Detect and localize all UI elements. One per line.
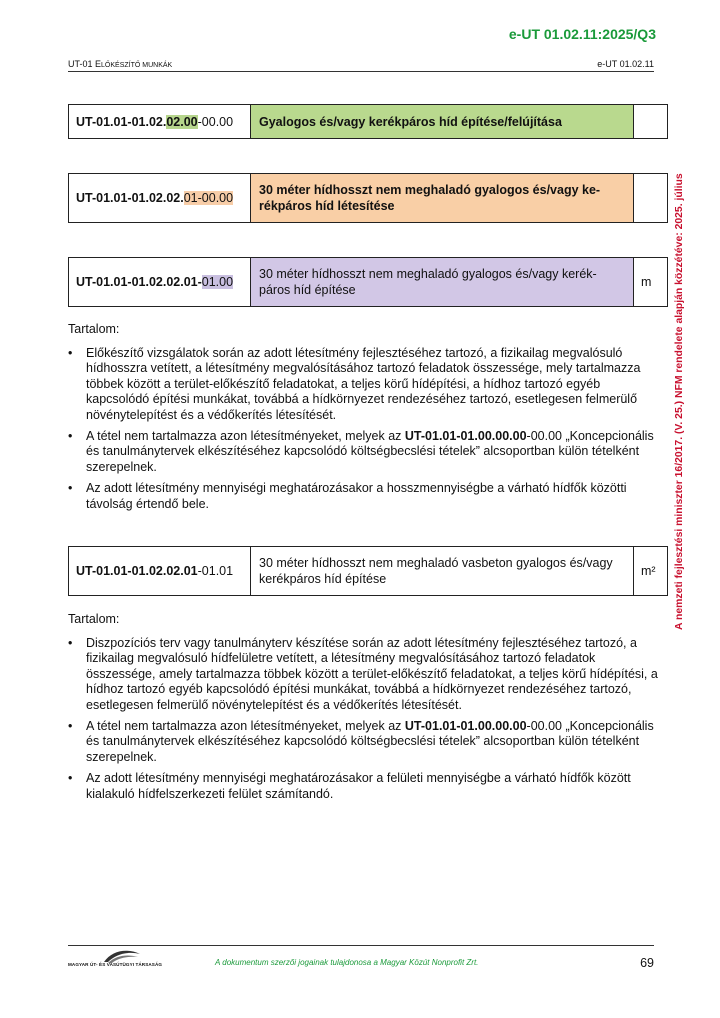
item-text: „Koncepcionális és tanulmánytervek elkészítéséhez kapcsolódó költségbecslési tételek” alcsoportban külön tételként szerepelnek. bbox=[86, 719, 654, 764]
item-unit bbox=[634, 105, 667, 138]
list-item bbox=[68, 429, 658, 475]
code-highlight: 01-00.00 bbox=[183, 191, 234, 205]
item-title: 30 méter hídhosszt nem meghaladó vasbeton gyalogos és/vagy kerékpáros híd építése bbox=[251, 547, 634, 595]
running-header bbox=[68, 58, 654, 72]
code-highlight: 02.00 bbox=[166, 114, 198, 129]
item-row-1 bbox=[68, 104, 668, 139]
item-title: 30 méter hídhosszt nem meghaladó gyalogos és/vagy ke-rékpáros híd létesítése bbox=[251, 174, 634, 222]
code-prefix: UT-01.01-01.02.02.01- bbox=[76, 275, 202, 289]
item-code-ref-tail: -00.00 bbox=[526, 429, 562, 444]
footer-divider bbox=[68, 945, 654, 946]
header-doc-code: e-UT 01.02.11 bbox=[597, 59, 654, 69]
item-unit: m² bbox=[641, 564, 656, 578]
list-item: • Előkészítő vizsgálatok során az adott létesítmény fejlesztéséhez tartozó, a fizikailag megvalósuló hídhosszra vetített, a létesítmény megvalósításához tartozó feladatok összessége, mely tartalmazza többek között a terület-előkészítő feladatokat, a teljes körű hídépítési, a hídhoz tartozó egyéb kapcsolódó építési munkákat, továbbá a hídkörnyezet rendezéséhez tartozó, esetlegesen felmerülő növénytelepítést és a védőkerítés létesítését. bbox=[68, 346, 658, 423]
item-unit bbox=[634, 174, 667, 222]
header-chapter-smallcaps: LŐKÉSZÍTŐ MUNKÁK bbox=[101, 62, 173, 69]
item-code bbox=[69, 258, 251, 306]
side-publication-note: A nemzeti fejlesztési miniszter 16/2017. (V. 25.) NFM rendelete alapján közzétéve: 2025. július bbox=[674, 173, 685, 630]
item-code-ref-tail: -00.00 bbox=[526, 719, 562, 734]
item-code bbox=[69, 174, 251, 222]
item-unit: m bbox=[641, 275, 652, 289]
header-chapter bbox=[68, 59, 172, 69]
page-number: 69 bbox=[640, 956, 654, 970]
content-list-1 bbox=[68, 346, 658, 518]
code-prefix: UT-01.01-01.02.02. bbox=[76, 191, 184, 205]
item-row-2 bbox=[68, 173, 668, 223]
code-suffix: -00.00 bbox=[197, 114, 234, 129]
list-item: • Az adott létesítmény mennyiségi meghatározásakor a hosszmennyiségbe a várható hídfők közötti távolság értendő bele. bbox=[68, 481, 658, 512]
item-text: „Koncepcionális és tanulmánytervek elkészítéséhez kapcsolódó költségbecslési tételek” alcsoportban külön tételként szerepelnek. bbox=[86, 429, 654, 474]
list-item: • Az adott létesítmény mennyiségi meghatározásakor a felületi mennyiségbe a várható hídfők között kialakuló hídfelszerkezeti felület számítandó. bbox=[68, 771, 658, 802]
copyright-notice: A dokumentum szerzői jogainak tulajdonosa a Magyar Közút Nonprofit Zrt. bbox=[215, 958, 479, 967]
code-prefix: UT-01.01-01.02.02.01 bbox=[76, 564, 198, 578]
code-prefix: UT-01.01-01.02. bbox=[76, 114, 167, 129]
list-item bbox=[68, 719, 658, 765]
document-code: e-UT 01.02.11:2025/Q3 bbox=[508, 26, 656, 42]
code-suffix: -01.01 bbox=[197, 564, 234, 578]
header-chapter-prefix: UT-01 E bbox=[68, 59, 102, 69]
item-row-4 bbox=[68, 546, 668, 596]
item-title: 30 méter hídhosszt nem meghaladó gyalogos és/vagy kerék-páros híd építése bbox=[251, 258, 634, 306]
list-item: • Diszpozíciós terv vagy tanulmányterv készítése során az adott létesítmény fejlesztéséhez tartozó, a fizikailag megvalósuló hídfelületre vetített, a létesítmény megvalósításához tartozó feladatok összessége, amely tartalmazza többek között a terület-előkészítő feladatokat, a teljes körű hídépítési, a hídhoz tartozó egyéb kapcsolódó építési munkákat, továbbá a hídkörnyezet rendezéséhez tartozó, esetlegesen felmerülő növénytelepítést és a védőkerítés létesítését. bbox=[68, 636, 658, 713]
logo-text: MAGYAR ÚT- ÉS VASÚTÜGYI TÁRSASÁG bbox=[68, 962, 163, 967]
section-label: Tartalom: bbox=[68, 612, 120, 626]
section-label: Tartalom: bbox=[68, 322, 120, 336]
item-text: A tétel nem tartalmazza azon létesítményeket, melyek az bbox=[86, 719, 405, 734]
code-highlight: 01.00 bbox=[201, 275, 234, 289]
organization-logo bbox=[68, 948, 164, 972]
item-code-ref: UT-01.01-01.00.00.00 bbox=[404, 429, 527, 444]
item-code bbox=[69, 105, 251, 138]
item-code bbox=[69, 547, 251, 595]
item-text: A tétel nem tartalmazza azon létesítményeket, melyek az bbox=[86, 429, 405, 444]
item-code-ref: UT-01.01-01.00.00.00 bbox=[404, 719, 527, 734]
content-list-2 bbox=[68, 636, 658, 808]
item-title: Gyalogos és/vagy kerékpáros híd építése/felújítása bbox=[251, 105, 634, 138]
item-row-3 bbox=[68, 257, 668, 307]
